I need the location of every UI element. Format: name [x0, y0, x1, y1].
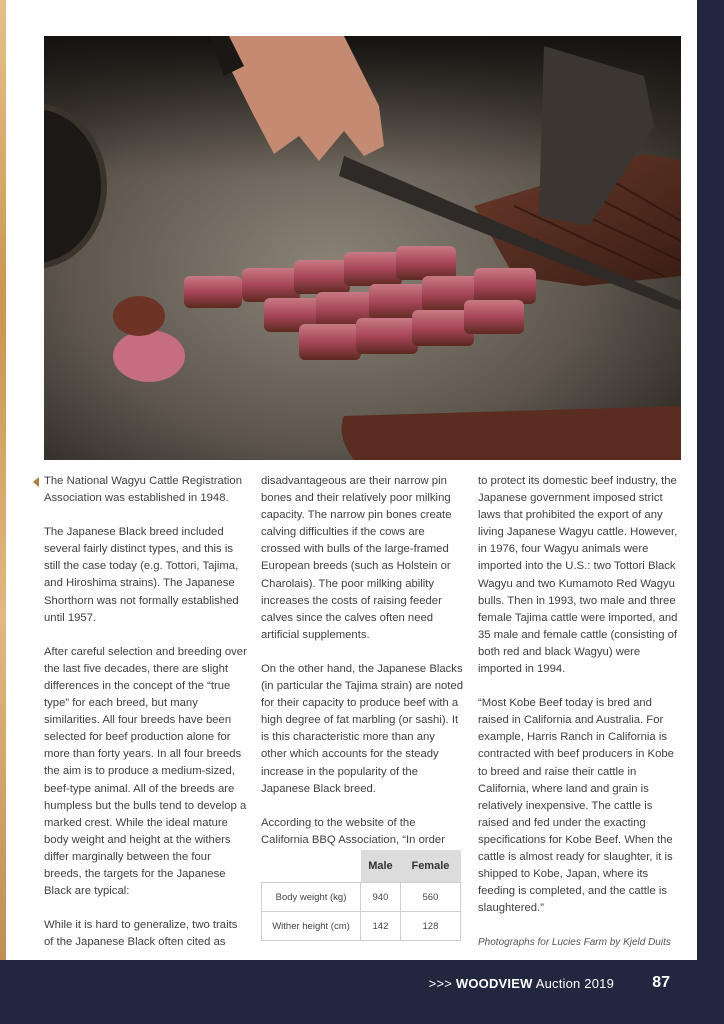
paragraph: While it is hard to generalize, two traits of the Japanese Black often cited as — [44, 919, 238, 949]
footer-event: Auction 2019 — [535, 976, 614, 991]
footer-bar — [0, 960, 724, 1024]
footer-brand: WOODVIEW — [455, 976, 533, 991]
paragraph: The National Wagyu Cattle Registration Association was established in 1948. — [44, 475, 242, 505]
footer-publication — [429, 976, 614, 991]
text-column-1 — [44, 473, 247, 968]
left-edge-strip — [0, 0, 6, 1024]
table-header-blank — [262, 850, 361, 883]
photo-credit: Photographs for Lucies Farm by Kjeld Duits — [478, 937, 671, 949]
paragraph: disadvantageous are their narrow pin bones and their relatively poor milking capacity. The narrow pin bones create calving difficulties if the cows are crossed with bulls of the large-framed European breeds (such as Holstein or Charolais). The poor milking ability increases the costs of raising feeder calves since the calves often need artificial supplements. — [261, 475, 452, 641]
paragraph: According to the website of the California BBQ Association, “In order — [261, 816, 445, 846]
paragraph: to protect its domestic beef industry, the Japanese government imposed strict laws that prohibited the export of any living Japanese Wagyu cattle. However, in 1976, four Wagyu animals were imported into the U.S.: two Tottori Black Wagyu and two Kumamoto Red Wagyu bulls. Then in 1993, two male and three female Tajima cattle were imported, and 35 male and female cattle (consisting of both red and black Wagyu) were imported in 1994. — [478, 475, 678, 676]
body-stats-table — [261, 850, 461, 941]
female-value: 128 — [400, 912, 460, 941]
table-row — [262, 883, 461, 912]
right-page-bar — [697, 0, 724, 1024]
paragraph: On the other hand, the Japanese Blacks (in particular the Tajima strain) are noted for their capacity to produce beef with a high degree of fat marbling (or sashi). It is this characteristic more than any other which accounts for the steady increase in the popularity of the Japanese Black breed. — [261, 662, 463, 795]
paragraph-marker-icon — [33, 477, 39, 487]
text-column-3 — [478, 473, 680, 968]
female-value: 560 — [400, 883, 460, 912]
wagyu-steak-on-teppanyaki-grill-icon — [44, 36, 681, 460]
male-value: 142 — [361, 912, 401, 941]
paragraph: “Most Kobe Beef today is bred and raised in California and Australia. For example, Harris Ranch in California is contracted with beef producers in Kobe to breed and raise their cattle in California, where land and grain is relatively inexpensive. The cattle is raised and fed under the exacting specifications for Kobe Beef. When the cattle is almost ready for slaughter, it is shipped to Kobe, Japan, where its feeding is completed, and the cattle is slaughtered.” — [478, 697, 674, 915]
row-label: Body weight (kg) — [262, 883, 361, 912]
row-label: Wither height (cm) — [262, 912, 361, 941]
table-header-male: Male — [361, 850, 401, 883]
table-row — [262, 912, 461, 941]
text-column-2 — [261, 473, 463, 866]
paragraph: The Japanese Black breed included several fairly distinct types, and this is still the case today (e.g. Tottori, Tajima, and Hiroshima strains). The Japanese Shorthorn was not formally established until 1957. — [44, 526, 239, 624]
paragraph: After careful selection and breeding over the last five decades, there are slight differences in the concept of the “true type” for each breed, but many similarities. All four breeds have been selected for beef production alone for more than forty years. In all four breeds the aim is to produce a medium-sized, beef-type animal. All of the breeds are humpless but the bulls tend to develop a marked crest. While the ideal mature body weight and height at the withers differ marginally between the four breeds, the targets for the Japanese Black are typical: — [44, 645, 247, 898]
footer-arrows: >>> — [428, 976, 453, 991]
table-header-female: Female — [400, 850, 460, 883]
male-value: 940 — [361, 883, 401, 912]
page-number: 87 — [652, 974, 670, 991]
wagyu-photo — [44, 36, 681, 460]
